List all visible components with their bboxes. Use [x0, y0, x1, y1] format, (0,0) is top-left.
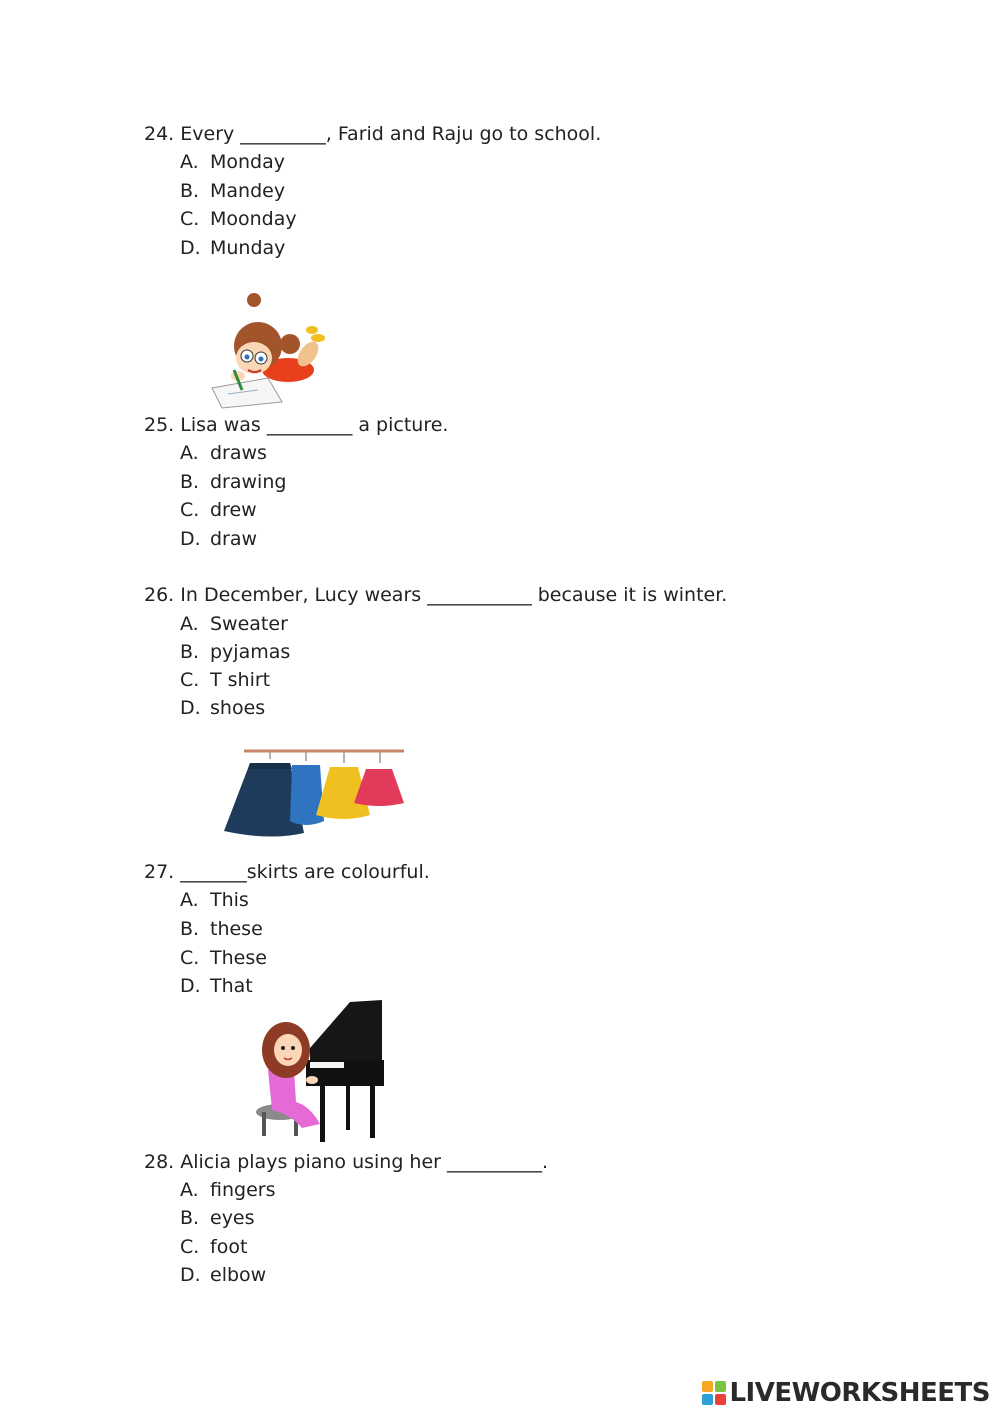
question-26-prompt: 26. In December, Lucy wears ___________ because it is winter.: [144, 584, 728, 606]
liveworksheets-logo: [701, 1378, 990, 1408]
q28-option-d[interactable]: D. elbow: [180, 1264, 267, 1286]
question-28-prompt: 28. Alicia plays piano using her __________.: [144, 1151, 549, 1173]
liveworksheets-logo-icon: [701, 1380, 727, 1406]
q27-option-a[interactable]: A. This: [180, 889, 249, 911]
q28-option-c[interactable]: C. foot: [180, 1236, 248, 1258]
q25-option-b[interactable]: B. drawing: [180, 471, 287, 493]
q27-option-b[interactable]: B. these: [180, 918, 263, 940]
q25-option-d[interactable]: D. draw: [180, 528, 258, 550]
girl-piano-illustration: [250, 998, 390, 1146]
question-25-prompt: 25. Lisa was _________ a picture.: [144, 414, 449, 436]
question-27-prompt: 27. _______skirts are colourful.: [144, 861, 430, 883]
q24-option-d[interactable]: D. Munday: [180, 237, 286, 259]
q24-option-a[interactable]: A. Monday: [180, 151, 286, 173]
q28-option-b[interactable]: B. eyes: [180, 1207, 255, 1229]
q25-option-a[interactable]: A. draws: [180, 442, 267, 464]
q25-option-c[interactable]: C. drew: [180, 499, 257, 521]
girl-drawing-illustration: [208, 290, 333, 410]
q24-option-c[interactable]: C. Moonday: [180, 208, 297, 230]
q28-option-a[interactable]: A. fingers: [180, 1179, 276, 1201]
q24-option-b[interactable]: B. Mandey: [180, 180, 286, 202]
liveworksheets-logo-text: LIVEWORKSHEETS: [729, 1378, 990, 1408]
skirts-illustration: [220, 745, 408, 840]
q26-option-b[interactable]: B. pyjamas: [180, 641, 291, 663]
q26-option-a[interactable]: A. Sweater: [180, 613, 288, 635]
q27-option-c[interactable]: C. These: [180, 947, 267, 969]
q26-option-d[interactable]: D. shoes: [180, 697, 266, 719]
q27-option-d[interactable]: D. That: [180, 975, 253, 997]
question-24-prompt: 24. Every _________, Farid and Raju go to school.: [144, 123, 602, 145]
q26-option-c[interactable]: C. T shirt: [180, 669, 271, 691]
